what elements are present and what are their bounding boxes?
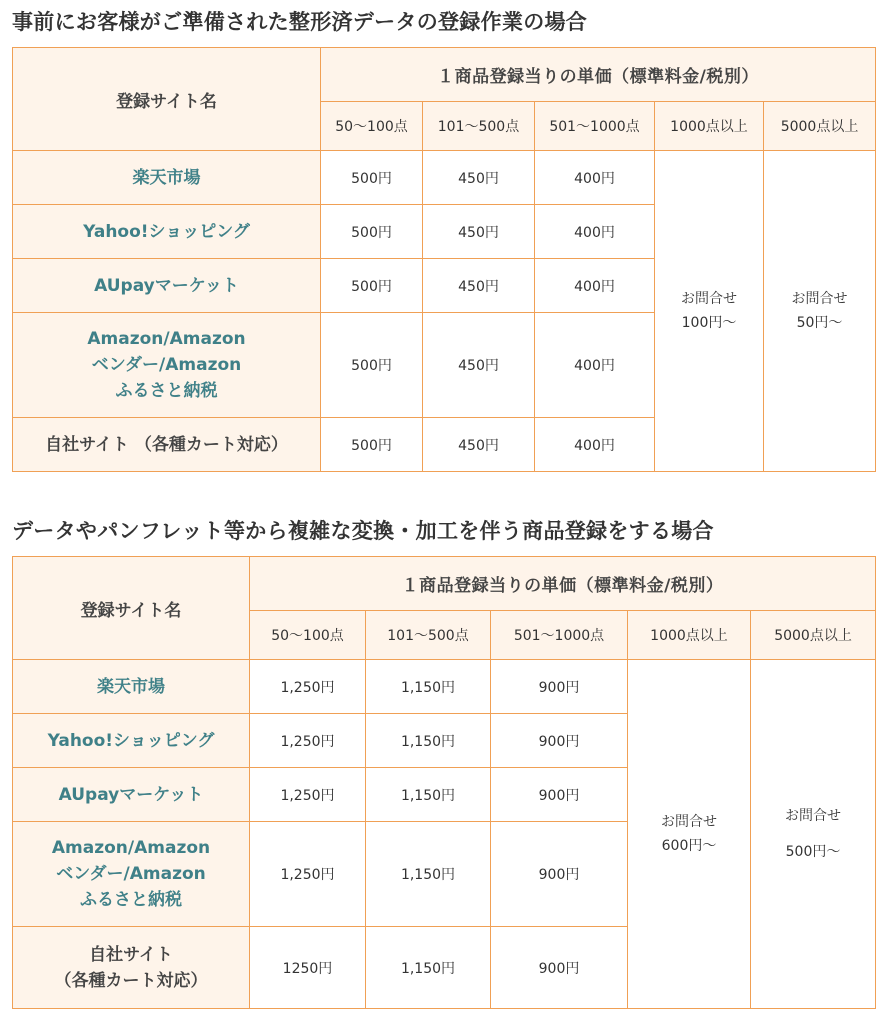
site-name-line: Amazon/Amazon: [87, 329, 246, 349]
inquiry-label: お問合せ: [791, 291, 848, 307]
column-header-1000-plus: 1000点以上: [628, 611, 751, 660]
site-name-line: 自社サイト （各種カート対応）: [45, 434, 288, 455]
column-header-101-500: 101〜500点: [423, 102, 535, 151]
unit-price-header: １商品登録当りの単価（標準料金/税別）: [250, 557, 876, 611]
price-cell: 450円: [423, 151, 535, 205]
price-cell: 1,250円: [250, 714, 366, 768]
inquiry-price: 500円〜: [785, 844, 841, 860]
column-header-50-100: 50〜100点: [321, 102, 423, 151]
spacer: [755, 828, 871, 840]
price-cell: 1,150円: [366, 927, 491, 1009]
price-table-complex: [12, 556, 876, 1009]
price-cell: 400円: [535, 259, 655, 313]
table-row: [13, 660, 876, 714]
site-name-line: ふるさと納税: [115, 381, 218, 401]
price-cell: 400円: [535, 205, 655, 259]
price-cell: 1,250円: [250, 768, 366, 822]
price-cell: 1250円: [250, 927, 366, 1009]
inquiry-price: 100円〜: [681, 315, 737, 331]
site-name-aupay: [13, 768, 250, 822]
site-name-amazon: [13, 313, 321, 418]
unit-price-header: １商品登録当りの単価（標準料金/税別）: [321, 48, 876, 102]
table-row: [13, 151, 876, 205]
column-header-50-100: 50〜100点: [250, 611, 366, 660]
site-name-line: 自社サイト: [89, 944, 173, 965]
price-cell: 450円: [423, 259, 535, 313]
column-header-101-500: 101〜500点: [366, 611, 491, 660]
column-header-501-1000: 501〜1000点: [535, 102, 655, 151]
inquiry-cell-5000: [751, 660, 876, 1009]
price-cell: 1,250円: [250, 660, 366, 714]
price-cell: 900円: [491, 927, 628, 1009]
price-table-standard: [12, 47, 876, 472]
site-name-line: Yahoo!ショッピング: [83, 221, 250, 242]
site-name-line: 楽天市場: [97, 676, 165, 697]
site-name-line: AUpayマーケット: [94, 275, 239, 296]
site-name-line: Amazon/Amazon: [51, 838, 211, 858]
price-cell: 500円: [321, 259, 423, 313]
site-name-yahoo: [13, 205, 321, 259]
price-cell: 500円: [321, 205, 423, 259]
site-name-own-site: [13, 418, 321, 472]
inquiry-cell-5000: [764, 151, 876, 472]
inquiry-cell-1000: [628, 660, 751, 1009]
site-name-line: （各種カート対応）: [54, 970, 208, 991]
price-cell: 900円: [491, 714, 628, 768]
price-cell: 1,150円: [366, 822, 491, 927]
site-name-rakuten: [13, 660, 250, 714]
column-header-501-1000: 501〜1000点: [491, 611, 628, 660]
site-name-header: 登録サイト名: [13, 557, 250, 660]
site-name-line: 楽天市場: [132, 167, 201, 188]
price-cell: 1,150円: [366, 714, 491, 768]
price-cell: 400円: [535, 151, 655, 205]
price-cell: 900円: [491, 822, 628, 927]
price-cell: 400円: [535, 313, 655, 418]
site-name-aupay: [13, 259, 321, 313]
price-cell: 1,250円: [250, 822, 366, 927]
inquiry-label: お問合せ: [661, 814, 717, 830]
column-header-5000-plus: 5000点以上: [764, 102, 876, 151]
price-cell: 500円: [321, 313, 423, 418]
site-name-line: ふるさと納税: [80, 890, 182, 910]
inquiry-cell-1000: [655, 151, 764, 472]
price-cell: 450円: [423, 205, 535, 259]
site-name-line: ベンダー/Amazon: [91, 355, 242, 375]
section1-title: 事前にお客様がご準備された整形済データの登録作業の場合: [12, 10, 588, 34]
site-name-header: 登録サイト名: [13, 48, 321, 151]
site-name-own-site: [13, 927, 250, 1009]
price-cell: 500円: [321, 418, 423, 472]
price-cell: 900円: [491, 660, 628, 714]
site-name-line: ベンダー/Amazon: [56, 864, 206, 884]
site-name-rakuten: [13, 151, 321, 205]
section2-title: データやパンフレット等から複雑な変換・加工を伴う商品登録をする場合: [12, 519, 714, 543]
price-cell: 900円: [491, 768, 628, 822]
inquiry-label: お問合せ: [681, 291, 737, 307]
price-cell: 1,150円: [366, 660, 491, 714]
price-cell: 1,150円: [366, 768, 491, 822]
inquiry-price: 600円〜: [661, 838, 717, 854]
site-name-amazon: [13, 822, 250, 927]
price-cell: 450円: [423, 418, 535, 472]
price-cell: 400円: [535, 418, 655, 472]
inquiry-label: お問合せ: [785, 808, 841, 824]
site-name-yahoo: [13, 714, 250, 768]
inquiry-price: 50円〜: [796, 315, 843, 331]
price-cell: 500円: [321, 151, 423, 205]
price-cell: 450円: [423, 313, 535, 418]
site-name-line: AUpayマーケット: [58, 784, 204, 805]
column-header-1000-plus: 1000点以上: [655, 102, 764, 151]
column-header-5000-plus: 5000点以上: [751, 611, 876, 660]
site-name-line: Yahoo!ショッピング: [47, 730, 215, 751]
